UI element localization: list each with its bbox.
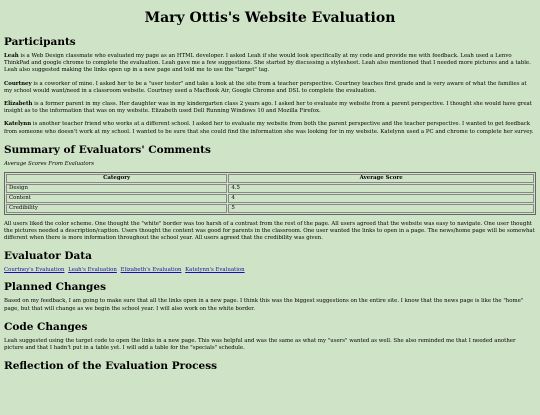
table-cell: Content [6,194,227,203]
table-cell: 5 [228,204,534,213]
courtney-evaluation-link[interactable]: Courtney's Evaluation [4,267,65,274]
scores-table [4,172,536,215]
participant-name: Katelynn [4,121,32,128]
elizabeth-evaluation-link[interactable]: Elizabeth's Evaluation [120,267,182,274]
planned-changes-paragraph: Based on my feedback, I am going to make sure that all the links open in a new page. I think this was the biggest suggestions on the entire site. I know that the news page is like the "home" page, but that will change as we begin the school year. I will also work on the white border. [4,298,524,312]
participants-heading: Participants [4,36,76,48]
table-cell: 4.5 [228,184,534,193]
code-changes-paragraph: Leah suggested using the target code to open the links in a new page. This was helpful and was the same as what my "users" wanted as well. She also reminded me that I needed another picture and that I hadn't put in a table yet. I will add a table for the "specials" schedule. [4,337,516,352]
participant-name: Elizabeth [4,101,33,108]
column-header-score: Average Score [228,174,534,183]
column-header-category: Category [6,174,227,183]
participant-text: is a coworker of mine. I asked her to be a "user tester" and take a look at the site from a teacher perspective. Courtney teaches first grade and is very aware of what the families at my school would want/need in a classroom website. Courtney used a MacBook Air, Google Chrome and DSL to complete the evaluation. [4,80,527,94]
table-cell: Credibility [6,204,227,213]
evaluator-data-heading: Evaluator Data [4,250,92,263]
participant-courtney [4,81,536,95]
reflection-heading: Reflection of the Evaluation Process [4,360,218,373]
page [0,10,540,372]
table-caption: Average Scores From Evaluators [4,160,95,167]
table-cell: 4 [228,194,534,203]
planned-changes-heading: Planned Changes [4,281,106,294]
table-row [6,184,534,193]
evaluation-links [4,267,536,273]
participant-text: is a Web Design classmate who evaluated my page as an HTML developer. I asked Leah if she would look specifically at my code and provide me with feedback. Leah used a Lenvo ThinkPad and google chrome to complete the evaluation. Leah gave me a few suggestions. She started by discussing a stylesheet. Leah also mentioned that I needed more pictures and a table. Leah also suggested making the links open up in a new page and told me to use the "target" tag. [4,53,531,74]
table-row [6,194,534,203]
summary-paragraph: All users liked the color scheme. One thought the "white" border was too harsh of a contrast from the rest of the page. All users agreed that the website was easy to navigate. One user thought the pictures needed a description/caption. Users thought the content was good for parents in the classroom. One user wanted the links to open in a page. The news/home page will be somewhat different when there is more information throughout the school year. All users agreed that the credibility was given. [4,220,535,242]
participant-elizabeth [4,101,536,115]
table-header-row [6,174,534,183]
participant-text: is another teacher friend who works at a different school. I asked her to evaluate my website from both the parent perspective and the teacher perspective. I wanted to get feedback from someone who doesn't work at my school. I wanted to be sure that she could find the information she was looking for in my website. Katelynn used a PC and chrome to complete her survey. [4,121,534,135]
participant-leah [4,53,536,75]
table-row [6,204,534,213]
table-cell: Design [6,184,227,193]
participant-name: Courtney [4,80,32,87]
code-changes-heading: Code Changes [4,320,88,333]
summary-heading: Summary of Evaluators' Comments [4,143,211,156]
page-title: Mary Ottis's Website Evaluation [144,10,396,26]
participant-name: Leah [4,53,19,59]
participant-katelynn [4,121,536,135]
katelynn-evaluation-link[interactable]: Katelynn's Evaluation [185,267,245,274]
participant-text: is a former parent in my class. Her daughter was in my kindergarten class 2 years ago. I asked her to evaluate my website from a parent perspective. I thought she would have great insight as to the information that was on my website. Elizabeth used Dell Running Windows 10 and Mozilla Firefox. [4,101,532,115]
leah-evaluation-link[interactable]: Leah's Evaluation [68,267,117,274]
